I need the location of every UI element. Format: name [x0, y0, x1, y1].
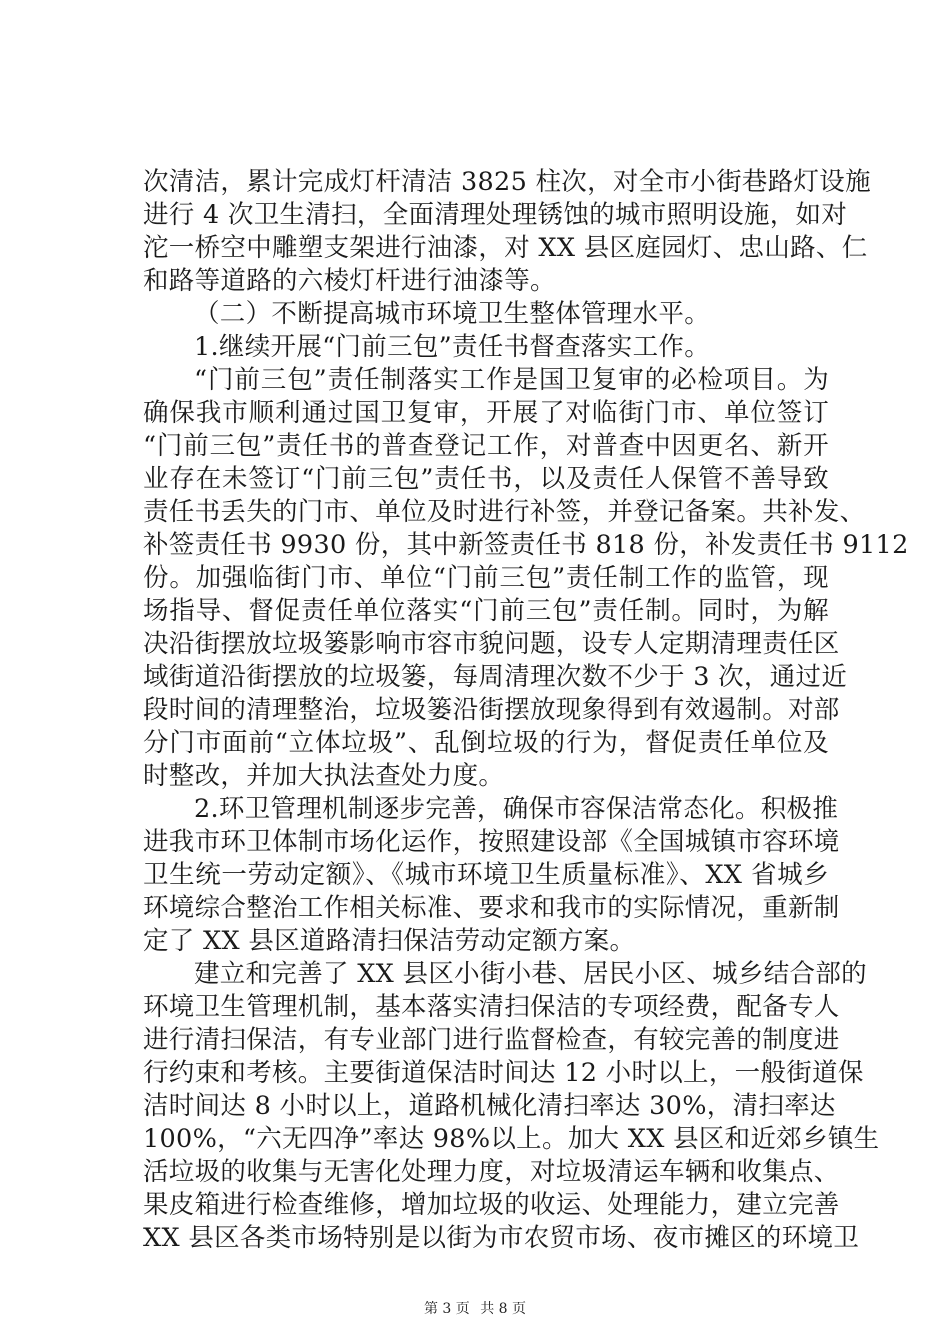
text-line: 卫生统一劳动定额》、《城市环境卫生质量标准》、XX 省城乡 — [143, 860, 829, 890]
page-total: 共 8 页 — [480, 1301, 527, 1317]
text-line: 1.继续开展“门前三包”责任书督查落实工作。 — [194, 332, 711, 362]
text-line: 活垃圾的收集与无害化处理力度，对垃圾清运车辆和收集点、 — [143, 1157, 840, 1187]
text-line: 2.环卫管理机制逐步完善，确保市容保洁常态化。积极推 — [194, 794, 839, 824]
text-line: 100%，“六无四净”率达 98%以上。加大 XX 县区和近郊乡镇生 — [143, 1124, 880, 1154]
text-line: 进我市环卫体制市场化运作，按照建设部《全国城镇市容环境 — [143, 827, 840, 857]
text-line: 进行 4 次卫生清扫，全面清理处理锈蚀的城市照明设施，如对 — [143, 200, 848, 230]
text-line: 和路等道路的六棱灯杆进行油漆等。 — [143, 266, 556, 296]
text-line: 行约束和考核。主要街道保洁时间达 12 小时以上，一般街道保 — [143, 1058, 864, 1088]
text-line: 份。加强临街门市、单位“门前三包”责任制工作的监管，现 — [143, 563, 829, 593]
text-line: “门前三包”责任书的普查登记工作，对普查中因更名、新开 — [143, 431, 829, 461]
page-number: 第 3 页 — [423, 1301, 470, 1317]
text-line: 环境卫生管理机制，基本落实清扫保洁的专项经费，配备专人 — [143, 992, 840, 1022]
text-line: 责任书丢失的门市、单位及时进行补签，并登记备案。共补发、 — [143, 497, 866, 527]
text-line: 进行清扫保洁，有专业部门进行监督检查，有较完善的制度进 — [143, 1025, 840, 1055]
page-footer — [0, 1299, 950, 1319]
text-line: 段时间的清理整治，垃圾篓沿街摆放现象得到有效遏制。对部 — [143, 695, 840, 725]
text-line: 决沿街摆放垃圾篓影响市容市貌问题，设专人定期清理责任区 — [143, 629, 840, 659]
text-line: 业存在未签订“门前三包”责任书，以及责任人保管不善导致 — [143, 464, 829, 494]
text-line: 补签责任书 9930 份，其中新签责任书 818 份，补发责任书 9112 — [143, 530, 909, 560]
text-line: 果皮箱进行检查维修，增加垃圾的收运、处理能力，建立完善 — [143, 1190, 840, 1220]
text-line: 沱一桥空中雕塑支架进行油漆，对 XX 县区庭园灯、忠山路、仁 — [143, 233, 868, 263]
text-line: 建立和完善了 XX 县区小街小巷、居民小区、城乡结合部的 — [194, 959, 867, 989]
text-line: 洁时间达 8 小时以上，道路机械化清扫率达 30%，清扫率达 — [143, 1091, 836, 1121]
text-line: 环境综合整治工作相关标准、要求和我市的实际情况，重新制 — [143, 893, 840, 923]
text-line: XX 县区各类市场特别是以街为市农贸市场、夜市摊区的环境卫 — [143, 1223, 860, 1253]
text-line: “门前三包”责任制落实工作是国卫复审的必检项目。为 — [194, 365, 829, 395]
text-line: 场指导、督促责任单位落实“门前三包”责任制。同时，为解 — [143, 596, 829, 626]
text-line: 次清洁，累计完成灯杆清洁 3825 柱次，对全市小街巷路灯设施 — [143, 167, 871, 197]
text-line: 定了 XX 县区道路清扫保洁劳动定额方案。 — [143, 926, 636, 956]
text-line: （二）不断提高城市环境卫生整体管理水平。 — [194, 299, 711, 329]
document-body — [143, 166, 909, 1255]
text-line: 分门市面前“立体垃圾”、乱倒垃圾的行为，督促责任单位及 — [143, 728, 829, 758]
text-line: 时整改，并加大执法查处力度。 — [143, 761, 505, 791]
text-line: 确保我市顺利通过国卫复审，开展了对临街门市、单位签订 — [143, 398, 829, 428]
text-line: 域街道沿街摆放的垃圾篓，每周清理次数不少于 3 次，通过近 — [143, 662, 848, 692]
